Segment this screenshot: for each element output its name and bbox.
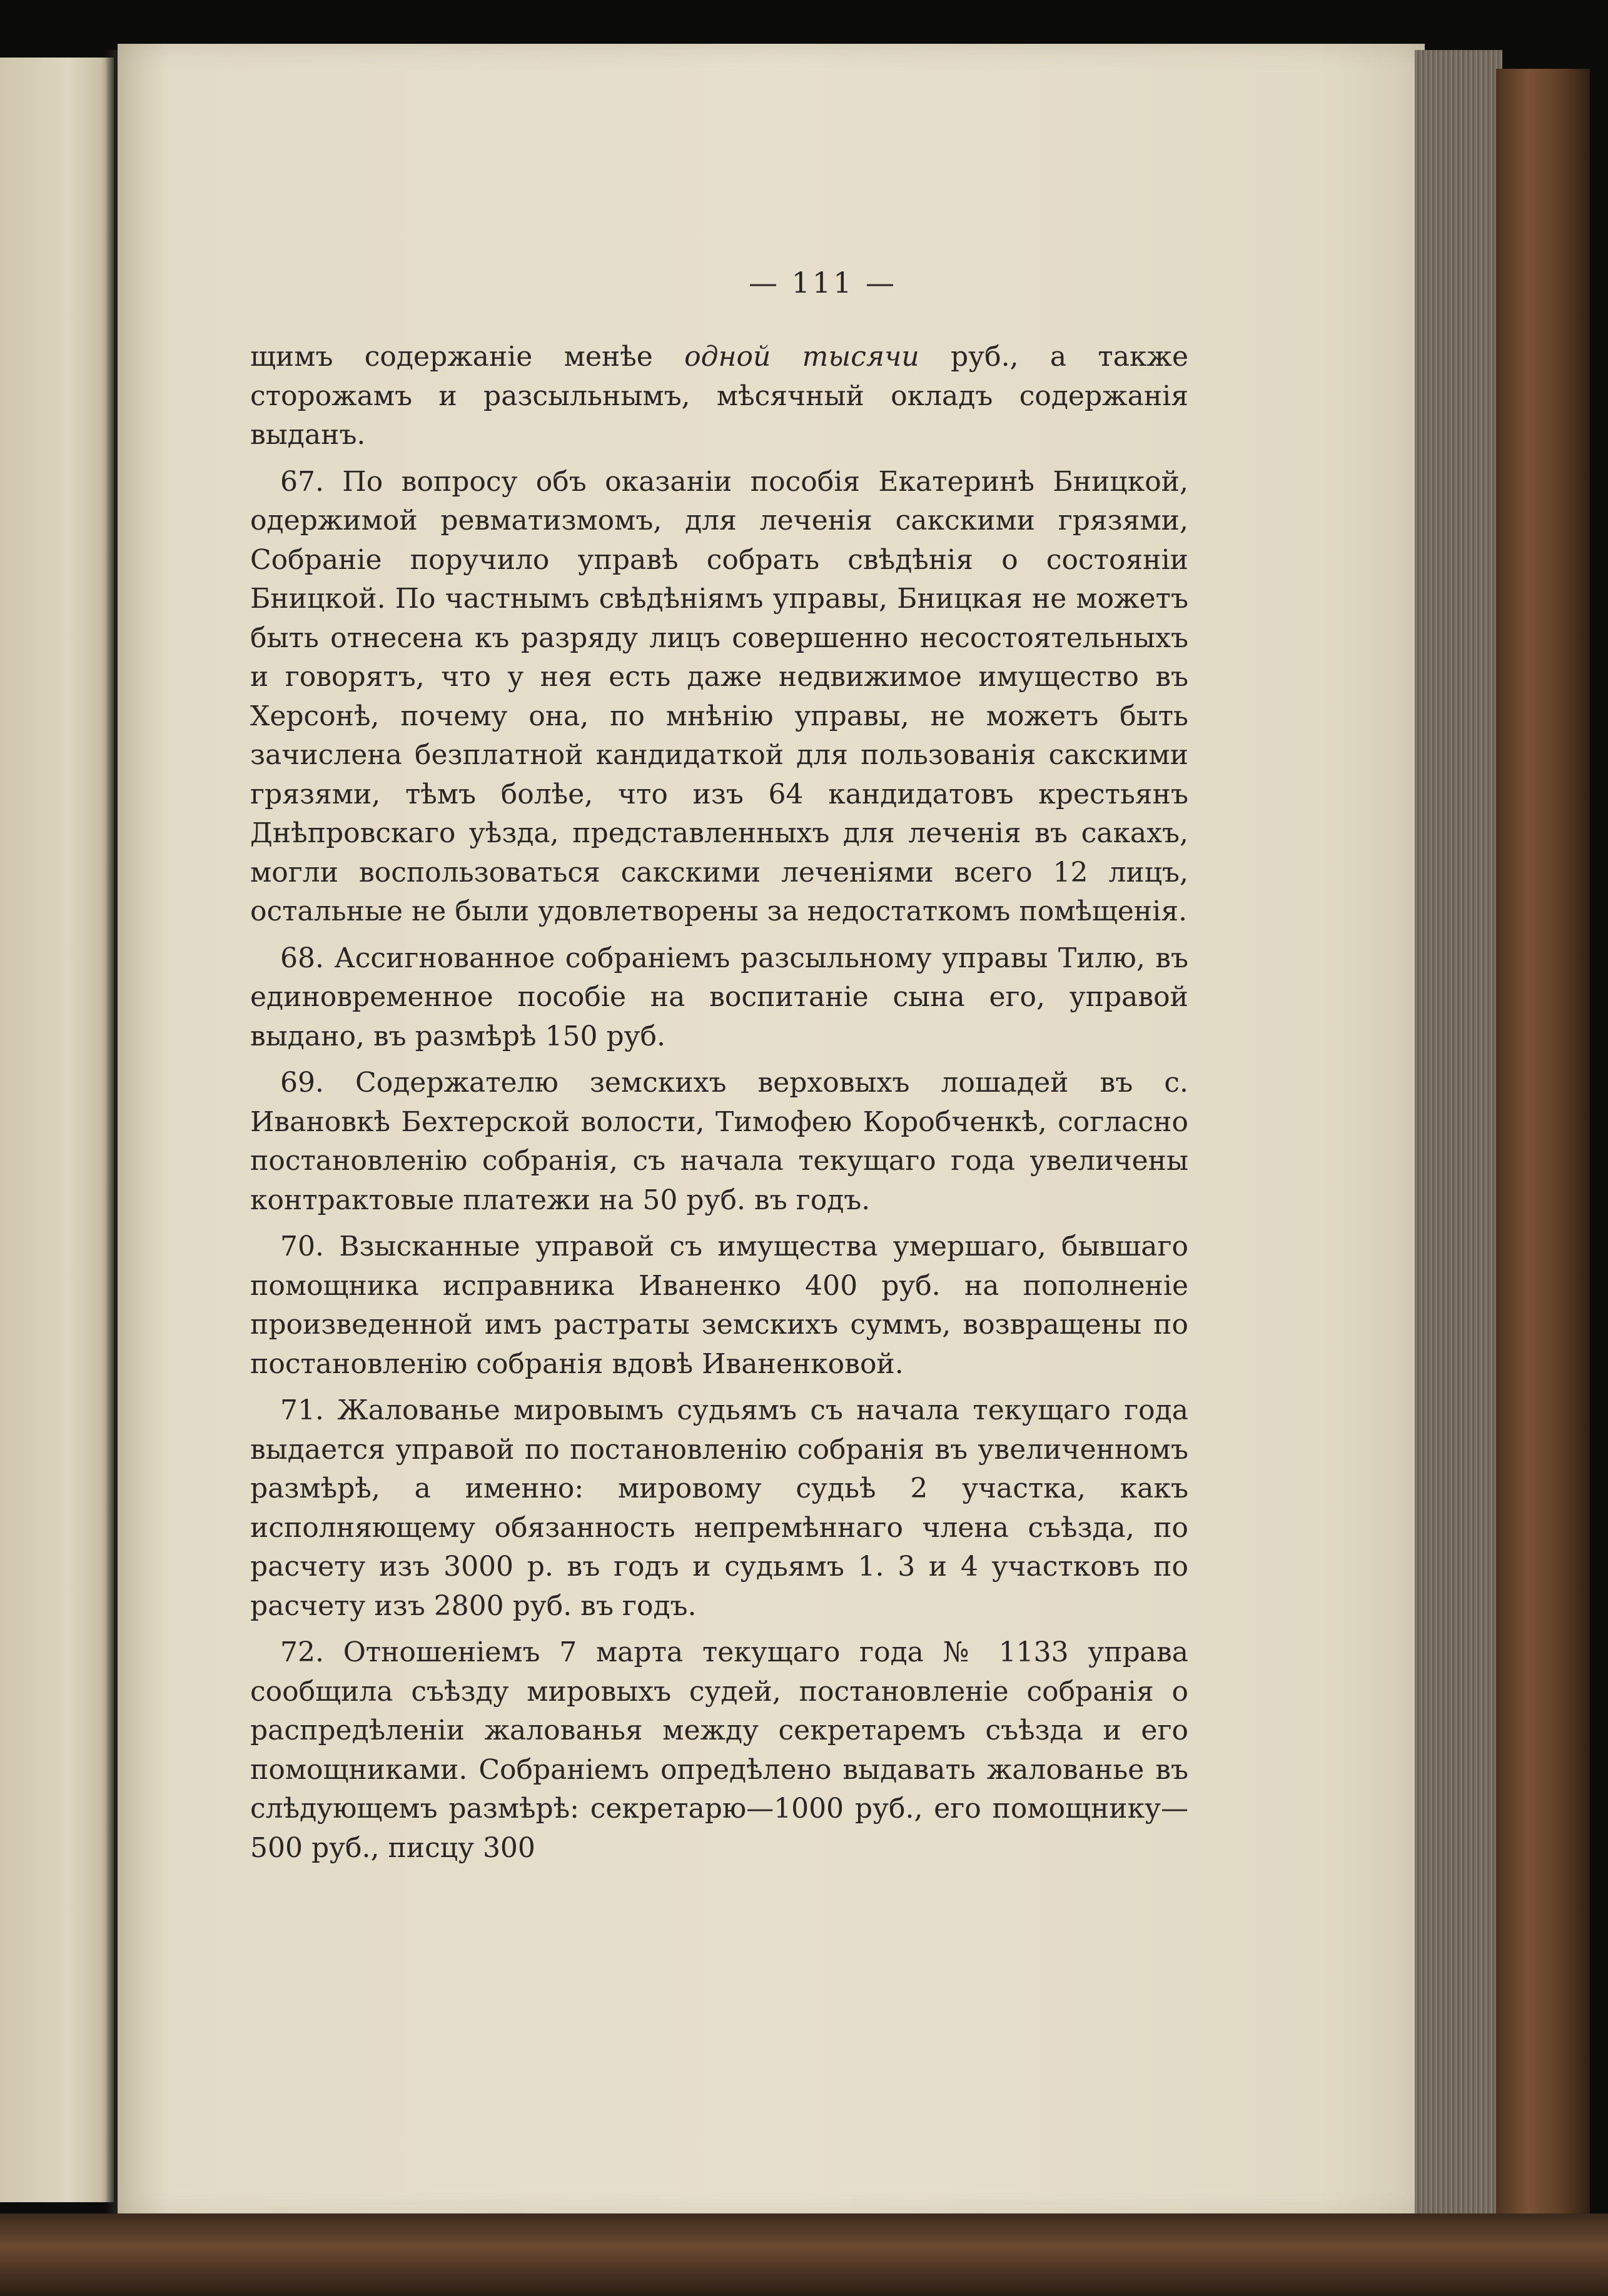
- left-page-edge: [0, 58, 114, 2202]
- paragraph-68: 68. Ассигнованное собраніемъ разсыльному управы Тилю, въ единовременное пособіе на воспитаніе сына его, управой выдано, въ размѣрѣ 150 руб.: [250, 942, 1188, 1052]
- paragraph-67: 67. По вопросу объ оказаніи пособія Екатеринѣ Бницкой, одержимой ревматизмомъ, для леченія сакскими грязями, Собраніе поручило управѣ собрать свѣдѣнія о состояніи Бницкой. По частнымъ свѣдѣніямъ управы, Бницкая не можетъ быть отнесена къ разряду лицъ совершенно несостоятельныхъ и говорятъ, что у нея есть даже недвижимое имущество въ Херсонѣ, почему она, по мнѣнію управы, не можетъ быть зачислена безплатной кандидаткой для пользованія сакскими грязями, тѣмъ болѣе, что изъ 64 кандидатовъ крестьянъ Днѣпровскаго уѣзда, представленныхъ для леченія въ сакахъ, могли воспользоваться сакскими леченіями всего 12 лицъ, остальные не были удовлетворены за недостаткомъ помѣщенія.: [250, 465, 1188, 927]
- paragraph-text: руб., а также сторожамъ и разсыльнымъ, мѣсячный окладъ содержанія выданъ.: [250, 341, 1188, 451]
- book-cover-edge: [1496, 69, 1590, 2220]
- page-text: [250, 338, 1188, 1875]
- paragraph-continuation: [250, 338, 1188, 455]
- italic-text: одной тысячи: [684, 341, 919, 373]
- paragraph-71: 71. Жалованье мировымъ судьямъ съ начала текущаго года выдается управой по постановленію собранія въ увеличенномъ размѣрѣ, а именно: мировому судьѣ 2 участка, какъ исполняющему обязанность непремѣннаго члена съѣзда, по расчету изъ 3000 р. въ годъ и судьямъ 1. 3 и 4 участковъ по расчету изъ 2800 руб. въ годъ.: [250, 1394, 1188, 1622]
- paragraph-69: 69. Содержателю земскихъ верховыхъ лошадей въ с. Ивановкѣ Бехтерской волости, Тимофею Коробченкѣ, согласно постановленію собранія, съ начала текущаго года увеличены контрактовые платежи на 50 руб. въ годъ.: [250, 1067, 1188, 1216]
- page-block-edges: [1415, 50, 1502, 2220]
- page-number: — 111 —: [748, 266, 898, 300]
- paragraph-text: щимъ содержаніе менѣе: [250, 341, 685, 373]
- paragraph-72: 72. Отношеніемъ 7 марта текущаго года № 1133 управа сообщила съѣзду мировыхъ судей, постановленіе собранія о распредѣленіи жалованья между секретаремъ съѣзда и его помощниками. Собраніемъ опредѣлено выдавать жалованье въ слѣдующемъ размѣрѣ: секретарю—1000 руб., его помощнику—500 руб., писцу 300: [250, 1636, 1188, 1864]
- paragraph-70: 70. Взысканные управой съ имущества умершаго, бывшаго помощника исправника Иваненко 400 руб. на пополненіе произведенной имъ растраты земскихъ суммъ, возвращены по постановленію собранія вдовѣ Иваненковой.: [250, 1231, 1188, 1380]
- book-cover-bottom: [0, 2213, 1608, 2296]
